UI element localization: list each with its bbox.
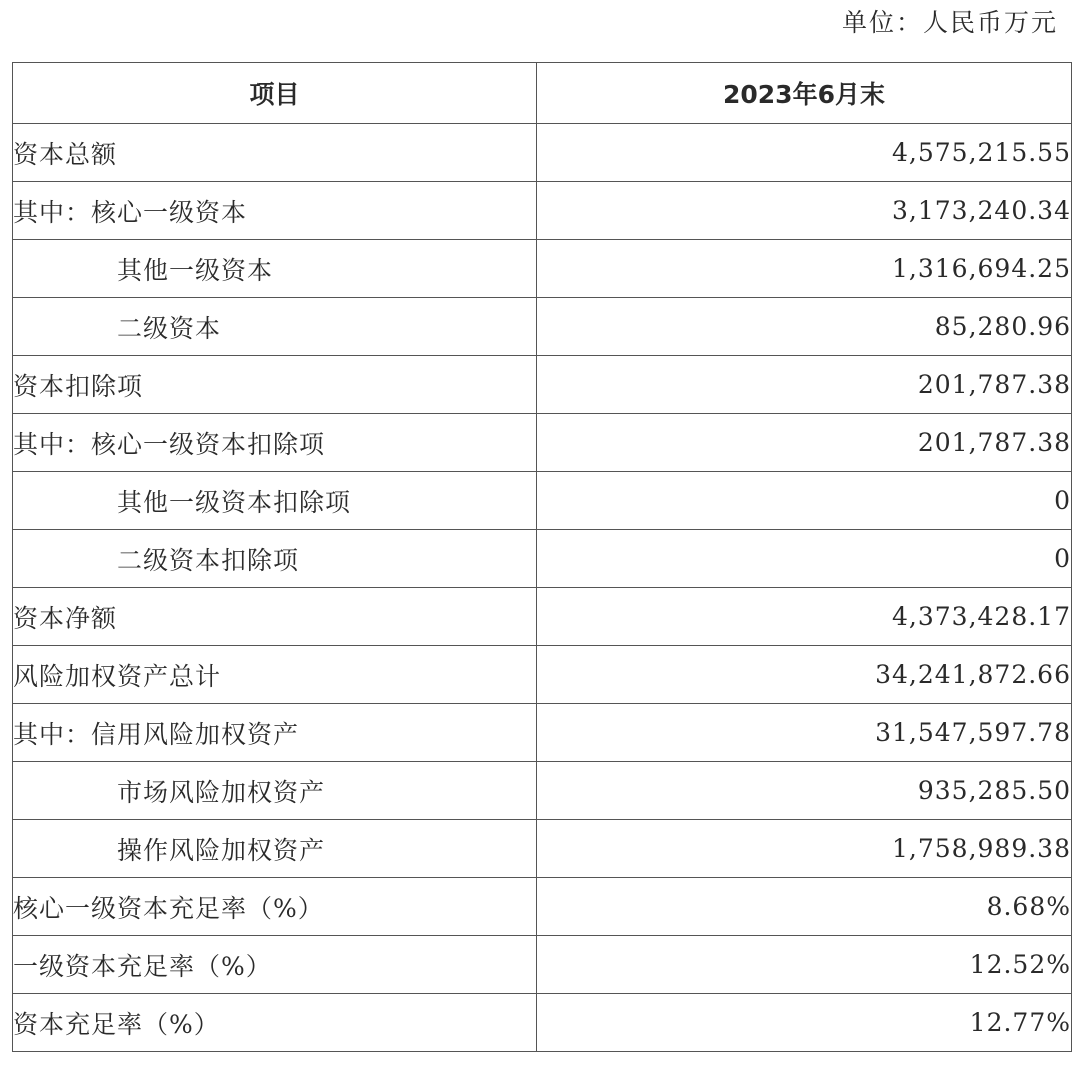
row-label: 其中：核心一级资本扣除项 — [13, 414, 537, 472]
row-value: 31,547,597.78 — [537, 704, 1072, 762]
row-value: 0 — [537, 530, 1072, 588]
row-value: 1,316,694.25 — [537, 240, 1072, 298]
row-value: 935,285.50 — [537, 762, 1072, 820]
table-row — [13, 646, 1072, 704]
table-row — [13, 530, 1072, 588]
row-label: 资本总额 — [13, 124, 537, 182]
row-label: 市场风险加权资产 — [13, 762, 537, 820]
unit-label: 单位：人民币万元 — [841, 8, 1058, 37]
table-body — [13, 124, 1072, 1052]
row-label: 风险加权资产总计 — [13, 646, 537, 704]
table-row — [13, 878, 1072, 936]
table-row — [13, 414, 1072, 472]
row-value: 3,173,240.34 — [537, 182, 1072, 240]
row-label: 资本充足率（%） — [13, 994, 537, 1052]
row-label: 二级资本扣除项 — [13, 530, 537, 588]
row-value: 0 — [537, 472, 1072, 530]
column-header-period: 2023年6月末 — [537, 63, 1072, 124]
row-value: 1,758,989.38 — [537, 820, 1072, 878]
table-row — [13, 820, 1072, 878]
row-value: 34,241,872.66 — [537, 646, 1072, 704]
table-row — [13, 704, 1072, 762]
row-value: 85,280.96 — [537, 298, 1072, 356]
table-row — [13, 762, 1072, 820]
table-row — [13, 298, 1072, 356]
row-label: 操作风险加权资产 — [13, 820, 537, 878]
table-row — [13, 994, 1072, 1052]
row-label: 二级资本 — [13, 298, 537, 356]
table-row — [13, 240, 1072, 298]
row-label: 其中：信用风险加权资产 — [13, 704, 537, 762]
row-value: 4,575,215.55 — [537, 124, 1072, 182]
table-row — [13, 936, 1072, 994]
table-header-row — [13, 63, 1072, 124]
row-value: 201,787.38 — [537, 414, 1072, 472]
row-label: 资本扣除项 — [13, 356, 537, 414]
row-label: 其他一级资本 — [13, 240, 537, 298]
table-row — [13, 124, 1072, 182]
capital-adequacy-table — [12, 62, 1072, 1052]
row-value: 8.68% — [537, 878, 1072, 936]
table-row — [13, 472, 1072, 530]
row-value: 201,787.38 — [537, 356, 1072, 414]
table-row — [13, 356, 1072, 414]
column-header-item: 项目 — [13, 63, 537, 124]
row-label: 其中：核心一级资本 — [13, 182, 537, 240]
row-value: 12.52% — [537, 936, 1072, 994]
row-label: 核心一级资本充足率（%） — [13, 878, 537, 936]
row-label: 其他一级资本扣除项 — [13, 472, 537, 530]
row-label: 一级资本充足率（%） — [13, 936, 537, 994]
row-value: 12.77% — [537, 994, 1072, 1052]
table-row — [13, 588, 1072, 646]
table-row — [13, 182, 1072, 240]
row-label: 资本净额 — [13, 588, 537, 646]
row-value: 4,373,428.17 — [537, 588, 1072, 646]
